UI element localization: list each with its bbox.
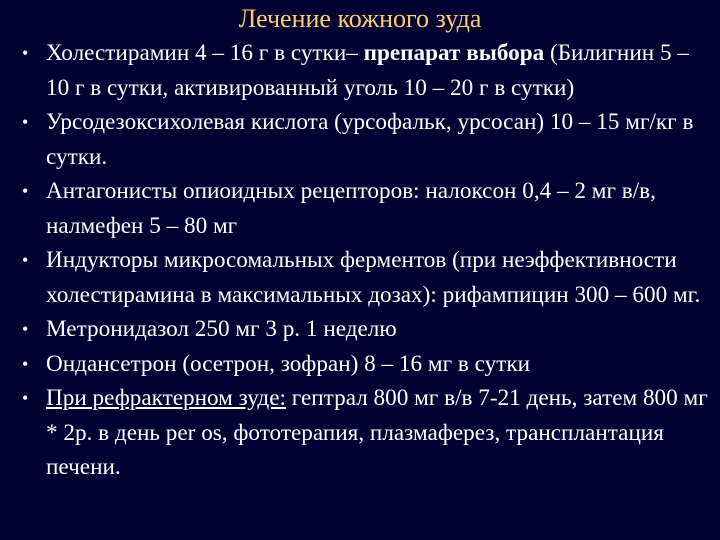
bullet-icon: • [22, 353, 29, 374]
bullet-icon: • [22, 250, 29, 270]
bullet-item-metronidazole [20, 312, 716, 347]
bullet-icon: • [22, 43, 29, 63]
bullet-icon: • [22, 112, 29, 132]
bullet-text: Индукторы микросомальных ферментов (при неэффективности холестирамина в максимальных дозах): рифампицин 300 – 600 мг. [46, 247, 701, 308]
bullet-item-enzyme-inducers [20, 243, 716, 312]
bullet-text: (Билигнин 5 – 10 г в сутки, активированный уголь 10 – 20 г в сутки) [46, 40, 689, 101]
bullet-text: Ондансетрон (осетрон, зофран) 8 – 16 мг в сутки [46, 350, 531, 377]
bullet-text: Антагонисты опиоидных рецепторов: налоксон 0,4 – 2 мг в/в, налмефен 5 – 80 мг [46, 178, 656, 239]
bullet-icon: • [22, 181, 29, 201]
bullet-text: Холестирамин 4 – 16 г в сутки– [46, 40, 364, 66]
bullet-icon: • [22, 319, 29, 339]
bullet-list [20, 36, 716, 485]
bullet-text: Урсодезоксихолевая кислота (урсофальк, урсосан) 10 – 15 мг/кг в сутки. [46, 109, 694, 170]
bullet-text: гептрал 800 мг в/в 7-21 день, затем 800 мг * 2р. в день per os, фототерапия, плазмаферез, трансплантация печени. [46, 385, 708, 480]
bullet-text-bold: препарат выбора [363, 40, 545, 66]
bullet-item-ursodeoxycholic [20, 105, 716, 174]
bullet-icon: • [22, 388, 29, 408]
bullet-item-opioid-antagonists [20, 174, 716, 243]
bullet-item-refractory [20, 381, 716, 485]
bullet-item-ondansetron [20, 347, 716, 382]
bullet-text-underlined: При рефрактерном зуде: [46, 385, 286, 411]
slide-title: Лечение кожного зуда [238, 4, 482, 33]
bullet-item-cholestyramine [20, 36, 716, 105]
bullet-text: Метронидазол 250 мг 3 р. 1 неделю [46, 316, 397, 342]
